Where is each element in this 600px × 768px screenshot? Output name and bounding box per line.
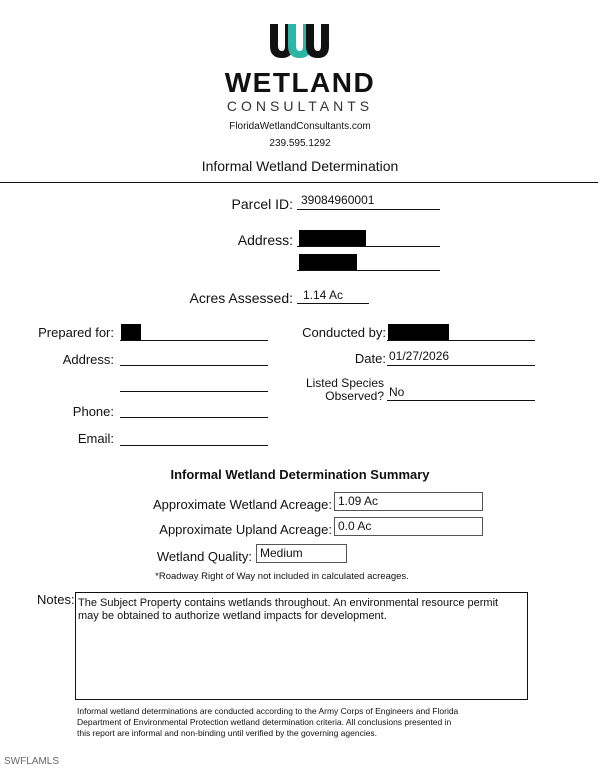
species-label-1: Listed Species bbox=[305, 376, 384, 390]
disclaimer-line-3: this report are informal and non-binding until verified by the governing agencies. bbox=[77, 728, 378, 738]
roadway-footnote: *Roadway Right of Way not included in calculated acreages. bbox=[155, 571, 409, 582]
date-line bbox=[387, 365, 535, 366]
client-address-label: Address: bbox=[62, 352, 114, 367]
parcel-id-value: 39084960001 bbox=[301, 193, 375, 207]
acres-value: 1.14 Ac bbox=[303, 288, 344, 302]
species-label-2: Observed? bbox=[325, 389, 384, 403]
wetland-acreage-field: 1.09 Ac bbox=[334, 492, 483, 511]
conducted-by-line bbox=[387, 340, 535, 341]
parcel-id-label: Parcel ID: bbox=[231, 196, 293, 212]
notes-line-1: The Subject Property contains wetlands throughout. An environmental resource permit bbox=[78, 597, 499, 609]
acres-line bbox=[297, 303, 369, 304]
phone-line bbox=[120, 417, 268, 418]
conducted-by-label: Conducted by: bbox=[302, 325, 386, 340]
notes-line-2: may be obtained to authorize wetland impacts for development. bbox=[78, 610, 387, 622]
species-value: No bbox=[389, 385, 405, 399]
document-title: Informal Wetland Determination bbox=[201, 158, 399, 174]
redacted-prepared-for bbox=[121, 324, 141, 341]
upland-acreage-label: Approximate Upland Acreage: bbox=[159, 522, 332, 537]
wetland-quality-field: Medium bbox=[256, 544, 347, 563]
prepared-for-line bbox=[120, 340, 268, 341]
email-label: Email: bbox=[77, 431, 114, 446]
notes-label: Notes: bbox=[37, 592, 75, 607]
redacted-address-2 bbox=[299, 254, 357, 270]
acres-label: Acres Assessed: bbox=[189, 290, 293, 306]
prepared-for-label: Prepared for: bbox=[38, 325, 114, 340]
redacted-address-1 bbox=[299, 230, 366, 246]
redacted-conducted-by bbox=[388, 324, 449, 341]
phone-label: Phone: bbox=[72, 404, 114, 419]
brand-subtitle: CONSULTANTS bbox=[226, 98, 374, 114]
parcel-address-line-1 bbox=[297, 246, 440, 247]
phone-number: 239.595.1292 bbox=[269, 138, 331, 149]
date-label: Date: bbox=[354, 351, 386, 366]
disclaimer-line-1: Informal wetland determinations are conducted according to the Army Corps of Engineers and Florida bbox=[77, 706, 459, 716]
client-address-line-2 bbox=[120, 391, 268, 392]
client-address-line-1 bbox=[120, 365, 268, 366]
parcel-address-label: Address: bbox=[237, 232, 293, 248]
date-value: 01/27/2026 bbox=[389, 349, 450, 363]
wetland-acreage-label: Approximate Wetland Acreage: bbox=[153, 497, 332, 512]
summary-title: Informal Wetland Determination Summary bbox=[170, 467, 430, 482]
watermark: SWFLAMLS bbox=[4, 756, 60, 767]
email-line bbox=[120, 445, 268, 446]
website-link[interactable]: FloridaWetlandConsultants.com bbox=[229, 121, 371, 132]
header-divider bbox=[0, 182, 598, 183]
upland-acreage-field: 0.0 Ac bbox=[334, 517, 483, 536]
wetland-quality-label: Wetland Quality: bbox=[156, 549, 252, 564]
parcel-id-line bbox=[297, 209, 440, 210]
parcel-address-line-2 bbox=[297, 270, 440, 271]
disclaimer-line-2: Department of Environmental Protection wetland determination criteria. All conclusions presented in bbox=[77, 717, 452, 727]
wetland-logo bbox=[266, 20, 334, 62]
species-line bbox=[387, 400, 535, 401]
brand-name: WETLAND bbox=[224, 67, 376, 98]
